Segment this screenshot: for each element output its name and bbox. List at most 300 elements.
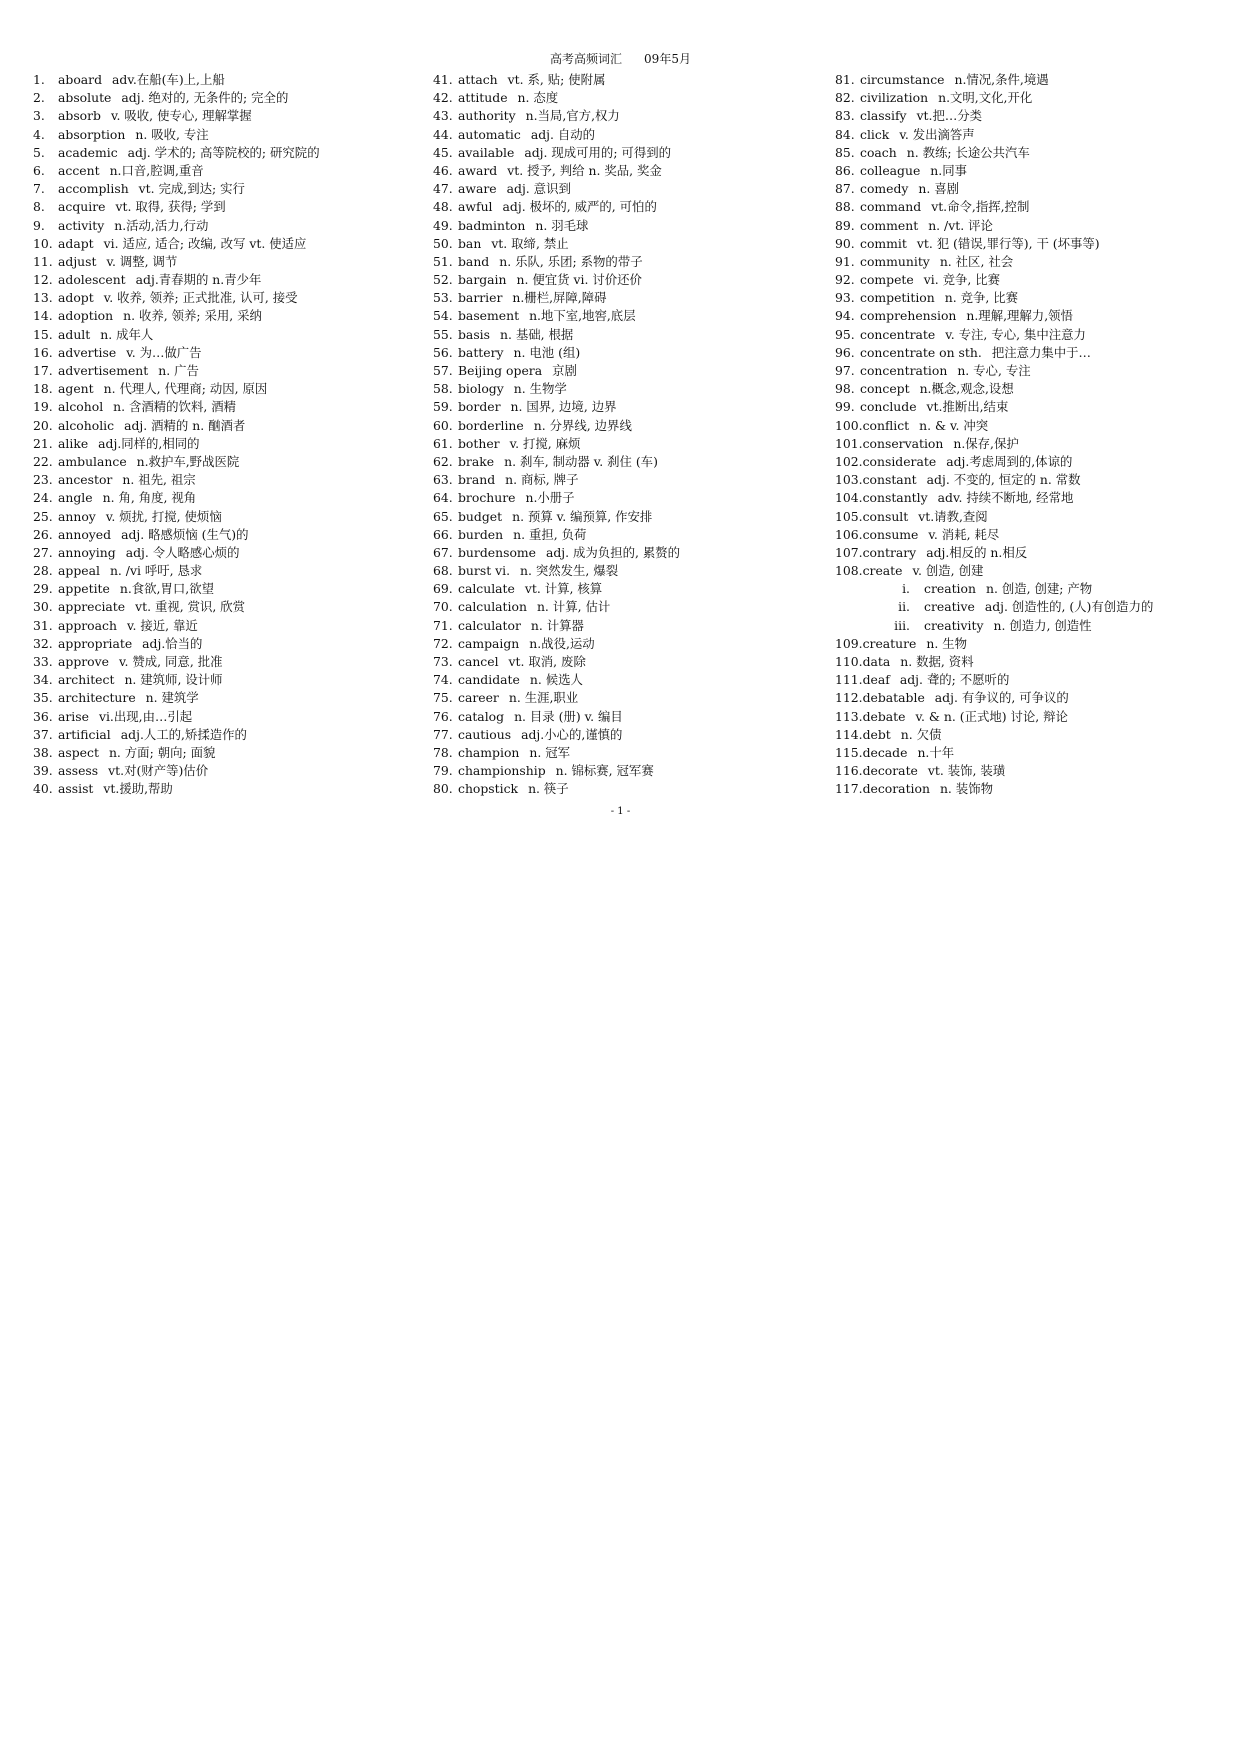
entry-number: 35.: [33, 690, 53, 706]
vocab-entry: [835, 508, 1235, 526]
vocab-entry: [433, 580, 823, 598]
entry-definition: n. /vi 呼吁, 恳求: [109, 563, 203, 579]
entry-definition: adj.恰当的: [142, 635, 203, 651]
entry-number: 14.: [33, 308, 53, 324]
entry-definition: vt.推断出,结束: [926, 399, 1009, 415]
entry-word: championship: [458, 763, 546, 779]
entry-word: brochure: [458, 490, 516, 506]
vocab-entry: [33, 344, 423, 362]
entry-number: 103.: [835, 472, 863, 488]
entry-definition: n. 创造, 创建; 产物: [985, 581, 1093, 597]
vocab-entry: [835, 489, 1235, 507]
entry-number: 37.: [33, 726, 53, 742]
vocab-entry: [33, 126, 423, 144]
entry-word: arise: [58, 708, 89, 724]
entry-definition: n.救护车,野战医院: [136, 453, 240, 469]
entry-definition: n.同事: [930, 162, 967, 178]
entry-definition: n. 专心, 专注: [957, 363, 1031, 378]
entry-word: appeal: [58, 563, 100, 579]
entry-definition: v. 为…做广告: [126, 344, 202, 360]
vocab-entry: [433, 726, 823, 744]
entry-definition: vt.请教,查阅: [918, 508, 988, 524]
entry-number: 116.: [835, 763, 863, 779]
vocab-subentry: [835, 617, 1235, 635]
entry-definition: n. 冠军: [529, 744, 571, 760]
entry-number: 71.: [433, 617, 453, 633]
vocab-entry: [433, 71, 823, 89]
entry-word: assist: [58, 781, 94, 797]
entry-word: decorate: [862, 763, 918, 779]
entry-number: 101.: [835, 435, 863, 451]
entry-word: awful: [458, 199, 493, 215]
entry-number: 65.: [433, 508, 453, 524]
vocab-entry: [835, 344, 1235, 362]
vocab-entry: [433, 235, 823, 253]
entry-number: 86.: [835, 162, 855, 178]
vocab-entry: [835, 544, 1235, 562]
vocab-entry: [433, 780, 823, 798]
vocab-entry: [835, 435, 1235, 453]
entry-word: candidate: [458, 672, 520, 688]
vocab-entry: [33, 107, 423, 125]
entry-number: 46.: [433, 162, 453, 178]
entry-number: 77.: [433, 726, 453, 742]
vocab-entry: [835, 217, 1235, 235]
entry-number: 21.: [33, 435, 53, 451]
entry-word: approve: [58, 654, 109, 669]
entry-definition: n. 计算器: [530, 617, 584, 633]
vocab-entry: [433, 326, 823, 344]
entry-number: 108.: [835, 563, 863, 579]
vocab-entry: [835, 689, 1235, 707]
entry-number: 32.: [33, 635, 53, 651]
entry-number: 56.: [433, 344, 453, 360]
entry-number: 60.: [433, 417, 453, 433]
vocab-entry: [835, 126, 1235, 144]
entry-definition: v. 专注, 专心, 集中注意力: [945, 326, 1086, 342]
entry-word: attach: [458, 72, 498, 87]
entry-word: community: [860, 253, 930, 269]
entry-definition: v. 收养, 领养; 正式批准, 认可, 接受: [103, 290, 298, 306]
entry-definition: n.当局,官方,权力: [525, 108, 620, 124]
entry-word: ancestor: [58, 472, 113, 488]
entry-word: concept: [860, 381, 910, 397]
vocab-entry: [33, 180, 423, 198]
entry-word: band: [458, 253, 490, 269]
entry-definition: n. 教练; 长途公共汽车: [906, 144, 1030, 160]
entry-definition: adj.相反的 n.相反: [926, 544, 1028, 560]
entry-number: 78.: [433, 744, 453, 760]
vocab-entry: [433, 562, 823, 580]
vocab-entry: [433, 126, 823, 144]
entry-word: debatable: [862, 690, 925, 706]
vocab-entry: [33, 89, 423, 107]
vocab-subentry: [835, 580, 1235, 598]
entry-number: 87.: [835, 181, 855, 197]
entry-word: biology: [458, 381, 504, 397]
vocab-entry: [433, 744, 823, 762]
vocab-entry: [835, 107, 1235, 125]
entry-number: 34.: [33, 672, 53, 688]
entry-number: 50.: [433, 235, 453, 251]
entry-definition: vt. 计算, 核算: [524, 581, 603, 597]
entry-number: 19.: [33, 399, 53, 415]
entry-word: bargain: [458, 272, 507, 288]
entry-definition: n. 方面; 朝向; 面貌: [108, 744, 216, 760]
entry-definition: n. 装饰物: [939, 781, 993, 797]
vocab-entry: [33, 380, 423, 398]
entry-number: 8.: [33, 199, 45, 215]
entry-word: burst vi.: [458, 563, 511, 579]
vocab-entry: [33, 689, 423, 707]
entry-definition: v. 烦扰, 打搅, 使烦恼: [105, 508, 222, 524]
entry-number: 59.: [433, 399, 453, 415]
vocab-entry: [835, 289, 1235, 307]
entry-definition: n. 羽毛球: [535, 217, 589, 233]
vocab-entry: [433, 362, 823, 380]
entry-word: decoration: [862, 781, 930, 797]
entry-definition: n.小册子: [525, 490, 575, 506]
entry-definition: n. 建筑师, 设计师: [124, 672, 223, 688]
entry-word: ambulance: [58, 453, 127, 469]
entry-word: available: [458, 144, 515, 160]
entry-word: aspect: [58, 744, 99, 760]
entry-word: comprehension: [860, 308, 957, 324]
entry-definition: v. 消耗, 耗尽: [928, 526, 1000, 542]
vocab-entry: [33, 762, 423, 780]
entry-number: 106.: [835, 526, 863, 542]
entry-definition: n. 商标, 牌子: [505, 472, 579, 488]
entry-number: 64.: [433, 490, 453, 506]
entry-number: 93.: [835, 290, 855, 306]
entry-definition: n. 欠债: [900, 726, 942, 742]
entry-definition: n. 建筑学: [145, 690, 199, 706]
entry-definition: n. 重担, 负荷: [513, 526, 587, 542]
vocab-entry: [33, 435, 423, 453]
entry-word: alike: [58, 435, 89, 451]
entry-number: i.: [902, 581, 910, 597]
entry-definition: adj. 意识到: [506, 181, 571, 197]
entry-word: conservation: [862, 435, 944, 451]
entry-number: 57.: [433, 363, 453, 378]
entry-number: 27.: [33, 544, 53, 560]
entry-number: 66.: [433, 526, 453, 542]
entry-word: approach: [58, 617, 117, 633]
entry-number: 15.: [33, 326, 53, 342]
entry-word: award: [458, 162, 498, 178]
vocab-entry: [433, 217, 823, 235]
entry-word: concentrate on sth.: [860, 344, 982, 360]
vocab-entry: [433, 617, 823, 635]
entry-definition: adj. 有争议的, 可争议的: [934, 690, 1069, 706]
entry-word: adolescent: [58, 272, 126, 288]
entry-word: click: [860, 126, 890, 142]
entry-definition: adj. 现成可用的; 可得到的: [524, 144, 671, 160]
vocab-entry: [33, 217, 423, 235]
entry-word: automatic: [458, 126, 521, 142]
header-title: 高考高频词汇: [550, 52, 623, 66]
entry-word: catalog: [458, 708, 505, 724]
vocab-entry: [835, 453, 1235, 471]
entry-definition: vt. 授予, 判给 n. 奖品, 奖金: [507, 162, 662, 178]
entry-word: champion: [458, 744, 520, 760]
entry-definition: n. 态度: [517, 90, 559, 106]
entry-word: accomplish: [58, 181, 129, 197]
entry-number: iii.: [894, 617, 910, 633]
entry-word: appetite: [58, 581, 110, 597]
entry-number: 85.: [835, 144, 855, 160]
entry-number: 81.: [835, 72, 855, 87]
entry-definition: n. 预算 v. 编预算, 作安排: [512, 508, 653, 524]
entry-definition: n.文明,文化,开化: [938, 90, 1033, 106]
entry-definition: n. 目录 (册) v. 编目: [514, 708, 623, 724]
entry-number: 97.: [835, 363, 855, 378]
vocab-entry: [433, 271, 823, 289]
entry-word: comment: [860, 217, 919, 233]
vocab-column-2: [433, 71, 823, 799]
vocab-entry: [33, 417, 423, 435]
entry-word: commit: [860, 235, 907, 251]
entry-word: adult: [58, 326, 91, 342]
entry-number: 24.: [33, 490, 53, 506]
entry-word: adopt: [58, 290, 94, 306]
entry-number: 88.: [835, 199, 855, 215]
vocab-entry: [835, 526, 1235, 544]
entry-definition: n.保存,保护: [953, 435, 1019, 451]
entry-definition: n.活动,活力,行动: [114, 217, 209, 233]
entry-number: 69.: [433, 581, 453, 597]
entry-definition: vt. 取消, 废除: [508, 654, 586, 669]
entry-word: cancel: [458, 654, 499, 669]
vocab-entry: [433, 544, 823, 562]
entry-definition: v. 创造, 创建: [912, 563, 984, 579]
entry-definition: adj.小心的,谨慎的: [521, 726, 623, 742]
entry-number: 2.: [33, 90, 45, 106]
entry-definition: vt.对(财产等)估价: [108, 763, 209, 779]
vocab-entry: [835, 653, 1235, 671]
entry-word: calculator: [458, 617, 521, 633]
entry-definition: n. 分界线, 边界线: [533, 417, 632, 433]
entry-definition: n. 角, 角度, 视角: [102, 490, 197, 506]
entry-word: authority: [458, 108, 516, 124]
vocab-entry: [433, 107, 823, 125]
entry-word: consume: [862, 526, 919, 542]
vocab-entry: [433, 598, 823, 616]
entry-word: creativity: [924, 617, 984, 633]
entry-word: cautious: [458, 726, 512, 742]
entry-number: 23.: [33, 472, 53, 488]
entry-number: 75.: [433, 690, 453, 706]
entry-number: 58.: [433, 381, 453, 397]
vocab-entry: [33, 635, 423, 653]
entry-definition: n. 竞争, 比赛: [944, 290, 1019, 306]
vocab-entry: [33, 489, 423, 507]
entry-number: 100.: [835, 417, 863, 433]
vocab-entry: [433, 708, 823, 726]
entry-number: 45.: [433, 144, 453, 160]
vocab-entry: [835, 635, 1235, 653]
entry-number: 18.: [33, 381, 53, 397]
entry-word: basis: [458, 326, 490, 342]
entry-number: 20.: [33, 417, 53, 433]
entry-word: competition: [860, 290, 935, 306]
entry-definition: adj. 成为负担的, 累赘的: [545, 544, 681, 560]
entry-word: compete: [860, 272, 914, 288]
entry-number: 6.: [33, 162, 45, 178]
header-date: 09年5月: [644, 52, 691, 66]
entry-word: badminton: [458, 217, 526, 233]
entry-word: architect: [58, 672, 115, 688]
entry-word: appropriate: [58, 635, 133, 651]
vocab-entry: [33, 162, 423, 180]
entry-word: absorption: [58, 126, 126, 142]
entry-definition: n. 生物: [926, 635, 968, 651]
entry-number: 39.: [33, 763, 53, 779]
entry-word: borderline: [458, 417, 524, 433]
entry-definition: n. 锦标赛, 冠军赛: [555, 763, 654, 779]
vocab-entry: [33, 307, 423, 325]
entry-word: aware: [458, 181, 497, 197]
entry-definition: n. 生涯,职业: [508, 690, 579, 706]
entry-number: 33.: [33, 654, 53, 669]
entry-definition: 京剧: [552, 363, 577, 378]
entry-number: 61.: [433, 435, 453, 451]
entry-number: 42.: [433, 90, 453, 106]
vocab-entry: [33, 708, 423, 726]
entry-word: calculate: [458, 581, 515, 597]
vocab-entry: [33, 326, 423, 344]
entry-word: creature: [862, 635, 917, 651]
entry-number: 115.: [835, 744, 863, 760]
entry-definition: n.栅栏,屏障,障碍: [512, 290, 607, 306]
entry-number: 112.: [835, 690, 863, 706]
page-header: [0, 52, 1241, 66]
vocab-entry: [33, 580, 423, 598]
entry-word: assess: [58, 763, 99, 779]
entry-word: advertise: [58, 344, 117, 360]
entry-number: 83.: [835, 108, 855, 124]
entry-number: 36.: [33, 708, 53, 724]
entry-definition: n. /vt. 评论: [928, 217, 993, 233]
entry-word: decade: [862, 744, 908, 760]
entry-definition: v. & n. (正式地) 讨论, 辩论: [915, 708, 1068, 724]
entry-word: artificial: [58, 726, 111, 742]
entry-definition: n. 突然发生, 爆裂: [520, 563, 619, 579]
entry-number: 67.: [433, 544, 453, 560]
page-number: - 1 -: [610, 806, 631, 817]
entry-definition: n. & v. 冲突: [919, 417, 989, 433]
entry-word: budget: [458, 508, 503, 524]
entry-number: 89.: [835, 217, 855, 233]
entry-definition: adj. 绝对的, 无条件的; 完全的: [121, 90, 289, 106]
entry-definition: adj.同样的,相同的: [98, 435, 200, 451]
vocab-entry: [33, 508, 423, 526]
entry-number: 41.: [433, 72, 453, 87]
entry-definition: 把注意力集中于…: [991, 344, 1091, 360]
vocab-entry: [33, 671, 423, 689]
vocab-entry: [33, 544, 423, 562]
vocab-entry: [33, 398, 423, 416]
entry-number: 73.: [433, 654, 453, 669]
entry-word: consult: [862, 508, 909, 524]
vocab-entry: [835, 726, 1235, 744]
entry-definition: n. 便宜货 vi. 讨价还价: [516, 272, 642, 288]
entry-definition: n. 广告: [158, 363, 199, 378]
entry-number: 74.: [433, 672, 453, 688]
entry-number: 117.: [835, 781, 863, 797]
entry-number: 90.: [835, 235, 855, 251]
vocab-entry: [433, 689, 823, 707]
entry-number: 10.: [33, 235, 53, 251]
entry-definition: vt.援助,帮助: [103, 781, 173, 797]
entry-number: 16.: [33, 344, 53, 360]
entry-number: 22.: [33, 453, 53, 469]
entry-number: 114.: [835, 726, 863, 742]
entry-number: 63.: [433, 472, 453, 488]
entry-definition: n.口音,腔调,重音: [109, 162, 204, 178]
entry-word: considerate: [862, 453, 937, 469]
vocab-entry: [835, 162, 1235, 180]
entry-word: colleague: [860, 162, 921, 178]
vocab-entry: [433, 489, 823, 507]
vocab-entry: [433, 635, 823, 653]
entry-definition: n.十年: [917, 744, 955, 760]
vocab-entry: [835, 744, 1235, 762]
entry-definition: adj.青春期的 n.青少年: [135, 272, 262, 288]
entry-word: agent: [58, 381, 94, 397]
vocab-entry: [33, 653, 423, 671]
vocab-entry: [433, 344, 823, 362]
entry-definition: n. 祖先, 祖宗: [122, 472, 196, 488]
vocab-entry: [433, 289, 823, 307]
vocab-entry: [835, 180, 1235, 198]
entry-word: ban: [458, 235, 482, 251]
entry-definition: vi.出现,由…引起: [98, 708, 193, 724]
vocab-entry: [33, 471, 423, 489]
entry-definition: v. 打搅, 麻烦: [509, 435, 581, 451]
entry-word: basement: [458, 308, 520, 324]
vocab-entry: [33, 144, 423, 162]
entry-word: alcoholic: [58, 417, 115, 433]
entry-word: alcohol: [58, 399, 104, 415]
entry-word: debt: [862, 726, 891, 742]
vocab-entry: [433, 653, 823, 671]
vocab-entry: [33, 780, 423, 798]
entry-word: debate: [862, 708, 906, 724]
vocab-entry: [33, 526, 423, 544]
entry-definition: n. 吸收, 专注: [135, 126, 209, 142]
entry-word: acquire: [58, 199, 106, 215]
vocab-entry: [835, 89, 1235, 107]
vocab-entry: [835, 562, 1235, 580]
entry-word: annoying: [58, 544, 116, 560]
entry-word: barrier: [458, 290, 503, 306]
entry-word: burden: [458, 526, 504, 542]
entry-definition: v. 调整, 调节: [106, 253, 178, 269]
entry-number: 26.: [33, 526, 53, 542]
vocab-entry: [835, 471, 1235, 489]
entry-number: 43.: [433, 108, 453, 124]
entry-word: adapt: [58, 235, 94, 251]
entry-word: adjust: [58, 253, 97, 269]
vocab-column-3: [835, 71, 1235, 799]
entry-word: bother: [458, 435, 500, 451]
entry-definition: n. 社区, 社会: [939, 253, 1014, 269]
entry-word: activity: [58, 217, 105, 233]
vocab-entry: [835, 762, 1235, 780]
entry-word: absorb: [58, 108, 101, 124]
entry-word: concentration: [860, 363, 948, 378]
